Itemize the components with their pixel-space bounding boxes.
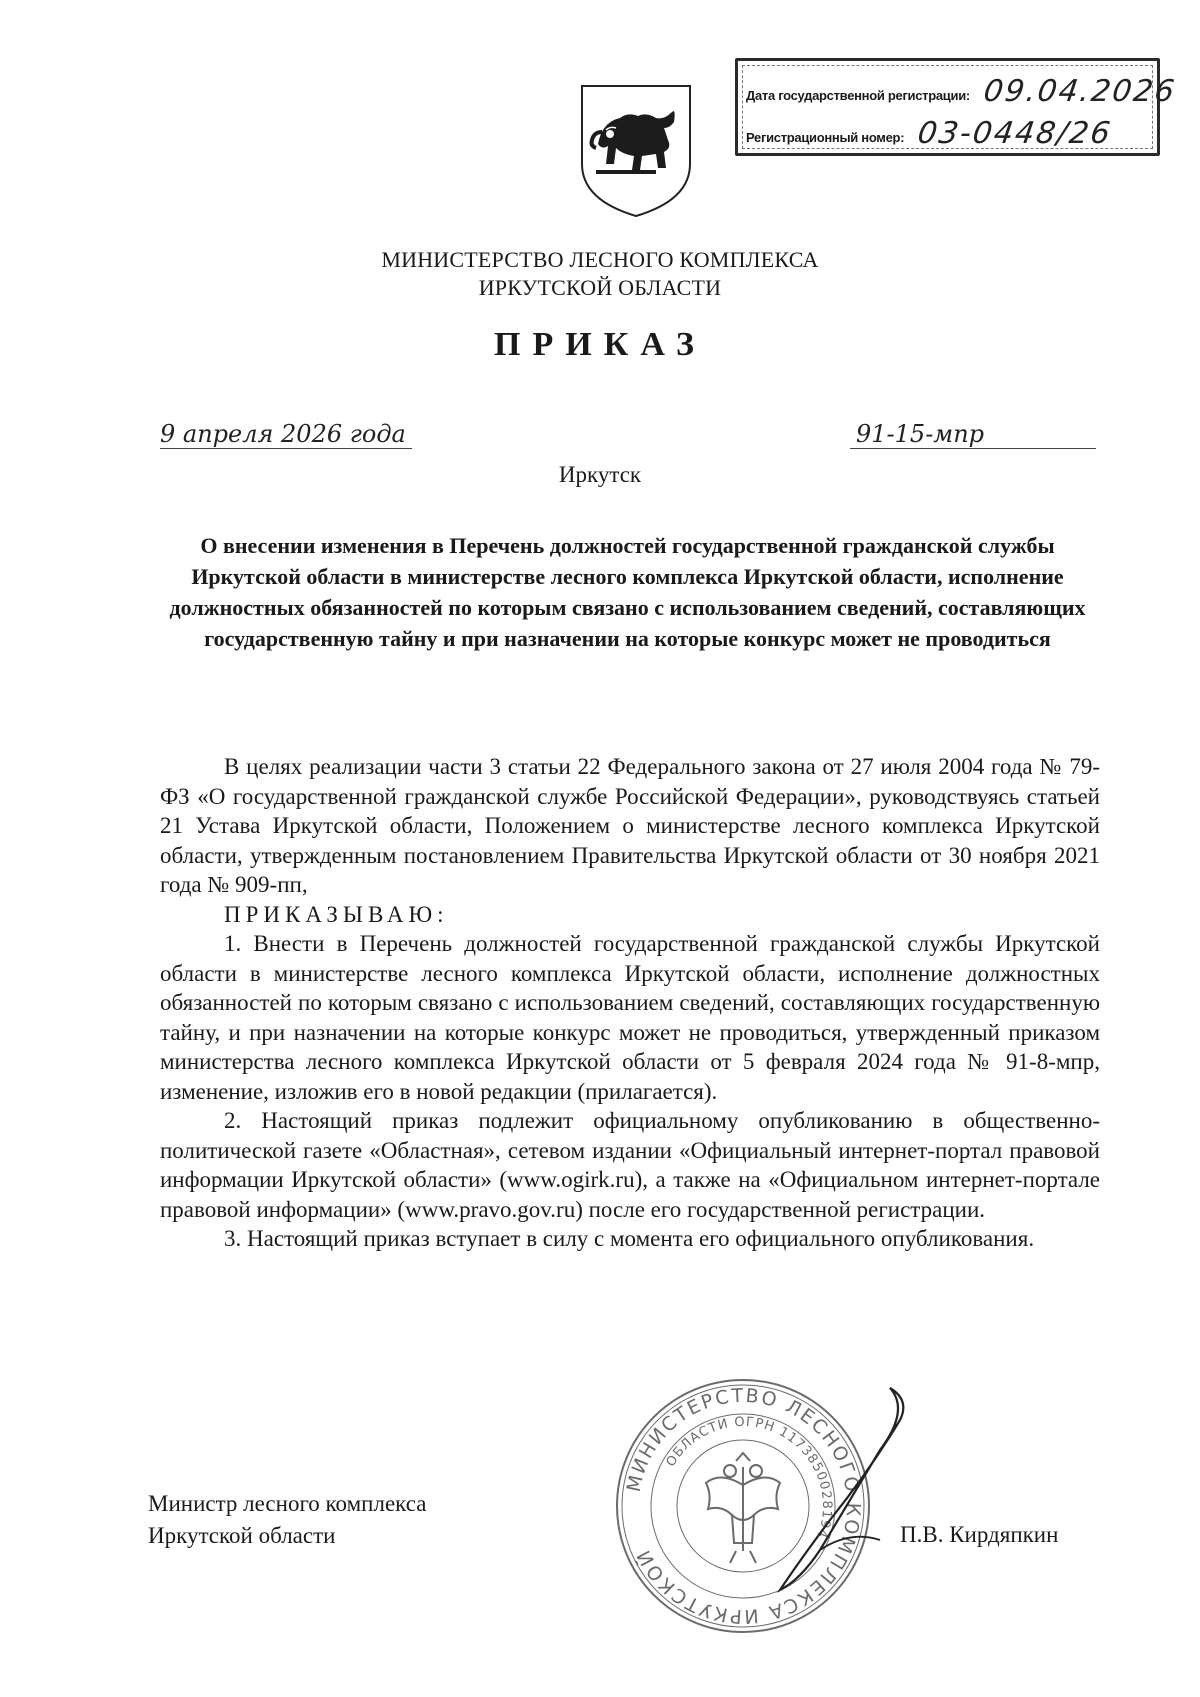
document-type: ПРИКАЗ <box>494 326 706 363</box>
handwritten-date: 9 апреля 2026 года <box>160 420 412 449</box>
document-body <box>160 752 1100 1254</box>
seal-outer-text: МИНИСТЕРСТВО ЛЕСНОГО КОМПЛЕКСА ИРКУТСКОЙ <box>622 1384 865 1628</box>
signatory-position-line-2: Иркутской области <box>148 1523 336 1548</box>
registration-date-label: Дата государственной регистрации: <box>746 88 970 103</box>
registration-number-label: Регистрационный номер: <box>746 130 905 145</box>
handwritten-number: 91-15-мпр <box>850 420 1096 449</box>
document-title: О внесении изменения в Перечень должностей государственной гражданской службы Иркутской области в министерстве лесного комплекса Иркутской области, исполнение должностных обязанностей по которым связано с использованием сведений, составляющих государственную тайну и при назначении на которые конкурс может не проводиться <box>169 533 1086 651</box>
order-word: ПРИКАЗЫВАЮ: <box>224 901 449 927</box>
item-2-paragraph: 2. Настоящий приказ подлежит официальному опубликованию в общественно-политической газете «Областная», сетевом издании «Официальный интернет-портал правовой информации Иркутской области» (www.ogirk.ru), а также на «Официальном интернет-портале правовой информации» (www.pravo.gov.ru) после его государственной регистрации. <box>160 1108 1100 1222</box>
coat-of-arms-icon <box>576 82 696 220</box>
preamble-paragraph: В целях реализации части 3 статьи 22 Федерального закона от 27 июля 2004 года № 79-ФЗ «О государственной гражданской службе Российской Федерации», руководствуясь статьей 21 Устава Иркутской области, Положением о министерстве лесного комплекса Иркутской области, утвержденным постановлением Правительства Иркутской области от 30 ноября 2021 года № 909-пп, <box>160 754 1100 897</box>
city: Иркутск <box>558 462 642 487</box>
ministry-line-1: МИНИСТЕРСТВО ЛЕСНОГО КОМПЛЕКСА <box>381 247 819 272</box>
signatory-position <box>148 1488 426 1552</box>
item-3-paragraph: 3. Настоящий приказ вступает в силу с момента его официального опубликования. <box>224 1226 1035 1251</box>
registration-number-value: 03-0448/26 <box>915 116 1115 151</box>
ministry-line-2: ИРКУТСКОЙ ОБЛАСТИ <box>478 275 722 300</box>
signatory-position-line-1: Министр лесного комплекса <box>148 1491 427 1516</box>
ministry-name <box>0 246 1200 302</box>
handwritten-signature <box>760 1380 920 1600</box>
registration-stamp <box>735 58 1179 156</box>
item-1-paragraph: 1. Внести в Перечень должностей государственной гражданской службы Иркутской области в министерстве лесного комплекса Иркутской области, исполнение должностных обязанностей по которым связано с использованием сведений, составляющих государственную тайну, и при назначении на которые конкурс может не проводиться, утвержденный приказом министерства лесного комплекса Иркутской области от 5 февраля 2024 года № 91-8-мпр, изменение, изложив его в новой редакции (прилагается). <box>160 931 1100 1104</box>
signatory-name: П.В. Кирдяпкин <box>900 1522 1059 1547</box>
registration-date-value: 09.04.2026 <box>981 74 1179 109</box>
seal-inner-text: ОБЛАСТИ ОГРН 1173850028194 <box>663 1414 835 1541</box>
